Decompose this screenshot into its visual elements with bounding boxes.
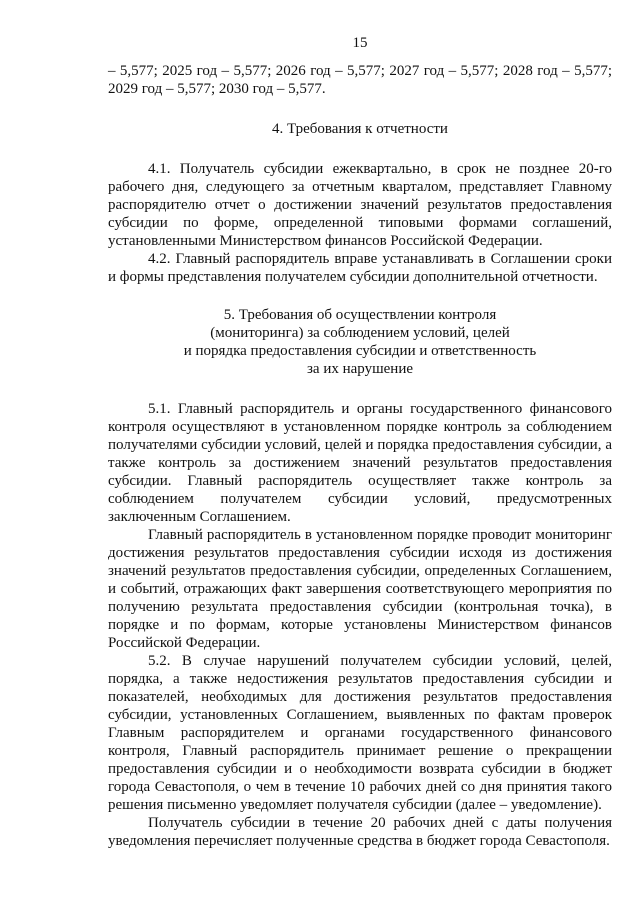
page-number: 15	[352, 35, 368, 51]
section-4-heading: 4. Требования к отчетности	[272, 121, 448, 137]
paragraph-5-1-monitoring: Главный распорядитель в установленном порядке проводит мониторинг достижения результатов предоставления субсидии исходя из достижения значений результатов предоставления субсидии, определенных Соглашением, и событий, отражающих факт завершения соответствующего мероприятия по получению результата предоставления субсидии (контрольная точка), в порядке и по формам, которые установлены Министерством финансов Российской Федерации.	[108, 527, 612, 651]
paragraph-5-2: 5.2. В случае нарушений получателем субсидии условий, целей, порядка, а также недостижения результатов предоставления субсидии и показателей, необходимых для достижения результатов предоставления субсидии, установленных Соглашением, выявленных по фактам проверок Главным распорядителем и органами государственного финансового контроля, Главный распорядитель принимает решение о прекращении предоставления субсидии и о необходимости возврата субсидии в бюджет города Севастополя, о чем в течение 10 рабочих дней со дня принятия такого решения письменно уведомляет получателя субсидии (далее – уведомление).	[108, 653, 612, 813]
section-5-heading-line: (мониторинга) за соблюдением условий, целей	[210, 325, 510, 341]
intro-paragraph: – 5,577; 2025 год – 5,577; 2026 год – 5,577; 2027 год – 5,577; 2028 год – 5,577; 2029 год – 5,577; 2030 год – 5,577.	[108, 63, 612, 97]
paragraph-5-1: 5.1. Главный распорядитель и органы государственного финансового контроля осуществляют в установленном порядке контроль за соблюдением получателями субсидии условий, целей и порядка предоставления субсидии, а также контроль за достижением значений результатов предоставления субсидии. Главный распорядитель осуществляет также контроль за соблюдением получателем субсидии условий, предусмотренных заключенным Соглашением.	[108, 401, 612, 525]
paragraph-4-1: 4.1. Получатель субсидии ежеквартально, в срок не позднее 20-го рабочего дня, следующего за отчетным кварталом, представляет Главному распорядителю отчет о достижении значений результатов предоставления субсидии по форме, определенной типовыми формами соглашений, установленными Министерством финансов Российской Федерации.	[108, 161, 612, 249]
paragraph-4-2: 4.2. Главный распорядитель вправе устанавливать в Соглашении сроки и формы представления получателем субсидии дополнительной отчетности.	[108, 251, 612, 285]
section-5-heading-line: и порядка предоставления субсидии и ответственность	[183, 343, 537, 359]
section-5-heading	[108, 306, 612, 378]
paragraph-5-2-refund: Получатель субсидии в течение 20 рабочих дней с даты получения уведомления перечисляет полученные средства в бюджет города Севастополя.	[108, 815, 612, 849]
section-5-heading-line: 5. Требования об осуществлении контроля	[223, 307, 497, 323]
section-5-heading-line: за их нарушение	[306, 361, 414, 377]
